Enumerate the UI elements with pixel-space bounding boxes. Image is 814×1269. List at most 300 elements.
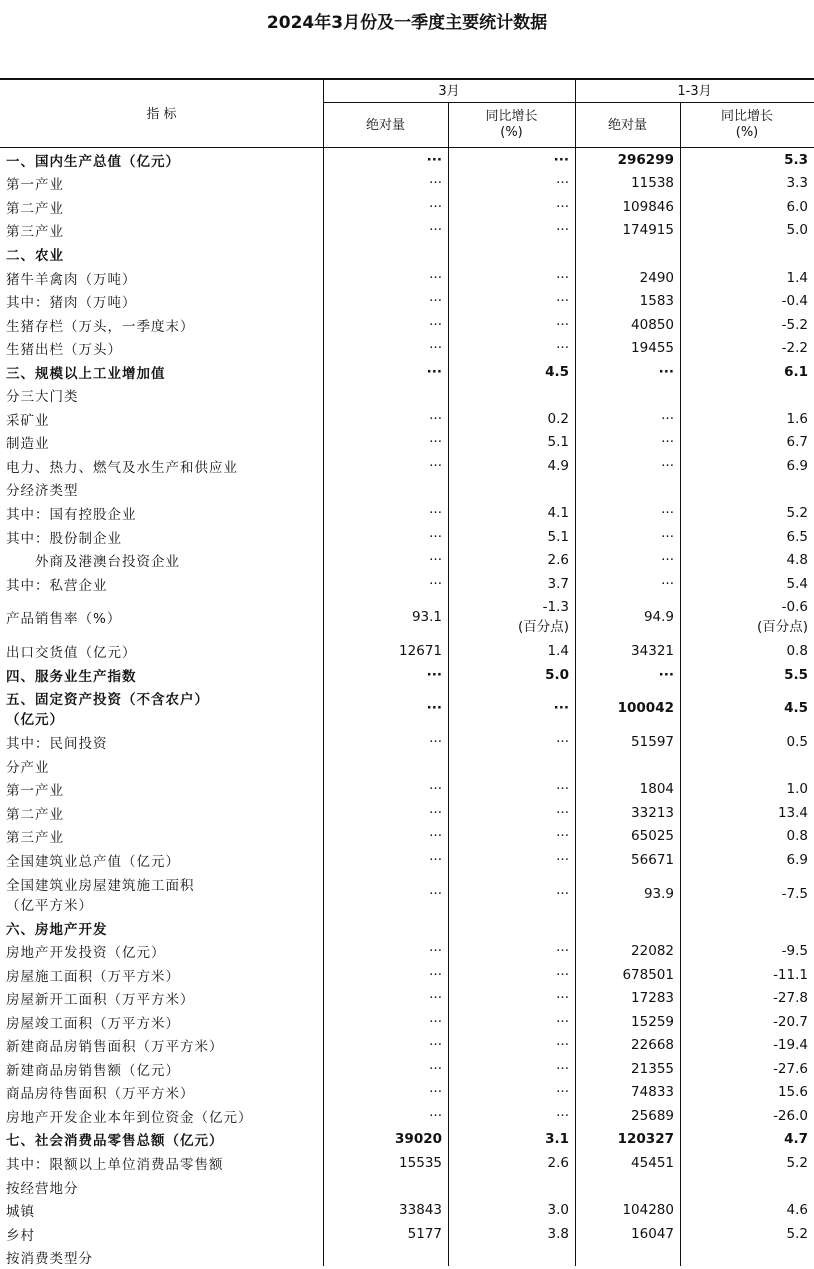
row-label: [0, 195, 323, 219]
row-label: [0, 663, 323, 687]
row-label: [0, 825, 323, 849]
cell-c1: [323, 289, 448, 313]
cell-c1: [323, 686, 448, 730]
cell-value: -20.7: [773, 1013, 808, 1030]
cell-c4: [680, 872, 814, 916]
row-label-text: 其中：股份制企业: [6, 530, 122, 547]
table-row: [0, 1081, 814, 1105]
cell-c4: [680, 825, 814, 849]
cell-c1: [323, 1222, 448, 1246]
cell-value: 1.4: [547, 643, 569, 660]
row-label: [0, 1057, 323, 1081]
cell-c3: [575, 986, 680, 1010]
row-label-text: 外商及港澳台投资企业: [6, 554, 180, 571]
cell-value: 120327: [617, 1131, 674, 1148]
cell-value: 1.4: [786, 269, 808, 286]
cell-c4: [680, 383, 814, 407]
cell-value: 5.0: [545, 666, 569, 683]
row-label: [0, 360, 323, 384]
row-label-text: 一、国内生产总值（亿元）: [6, 153, 180, 170]
row-label-text: 商品房待售面积（万平方米）: [6, 1086, 195, 1103]
cell-value: -19.4: [773, 1037, 808, 1054]
header-indicator: 指 标: [146, 107, 177, 122]
cell-value: ···: [429, 293, 442, 310]
cell-value: ···: [556, 316, 569, 333]
cell-c3: [575, 916, 680, 940]
cell-value: 5177: [407, 1225, 442, 1242]
cell-c3: [575, 730, 680, 754]
cell-c2: [448, 172, 575, 196]
table-row: [0, 1010, 814, 1034]
cell-value: ···: [661, 528, 674, 545]
cell-value: ···: [429, 552, 442, 569]
table-row: [0, 1034, 814, 1058]
cell-c1: [323, 242, 448, 266]
cell-value: 5.4: [786, 575, 808, 592]
row-label-text: 全国建筑业房屋建筑施工面积: [6, 877, 195, 894]
cell-c4: [680, 730, 814, 754]
cell-c2: [448, 1104, 575, 1128]
row-label-text: 产品销售率（%）: [6, 611, 122, 628]
row-label-text: 房屋施工面积（万平方米）: [6, 968, 180, 985]
cell-c4: [680, 1222, 814, 1246]
cell-c4: [680, 639, 814, 663]
cell-value: 2.6: [547, 1155, 569, 1171]
cell-c1: [323, 501, 448, 525]
cell-c3: [575, 478, 680, 502]
cell-value: 4.1: [547, 504, 569, 521]
cell-c4: [680, 289, 814, 313]
cell-c1: [323, 778, 448, 802]
cell-value: 6.7: [786, 434, 808, 451]
cell-value: 33843: [399, 1202, 442, 1219]
cell-value: ···: [556, 1037, 569, 1054]
row-label-text: 二、农业: [6, 247, 64, 264]
cell-c1: [323, 1081, 448, 1105]
cell-c3: [575, 754, 680, 778]
cell-c1: [323, 963, 448, 987]
cell-c2: [448, 916, 575, 940]
cell-value: 22668: [631, 1037, 674, 1054]
cell-c2: [448, 548, 575, 572]
header-march-growth: [448, 109, 575, 141]
row-label: [0, 1245, 323, 1269]
table-row: [0, 916, 814, 940]
cell-value: 3.0: [547, 1202, 569, 1219]
header-growth-line2: (%): [735, 125, 759, 140]
cell-c1: [323, 825, 448, 849]
cell-value: ···: [658, 666, 674, 683]
cell-c3: [575, 313, 680, 337]
table-row: [0, 383, 814, 407]
cell-value: -27.6: [773, 1060, 808, 1077]
cell-value: ···: [556, 340, 569, 357]
cell-c1: [323, 478, 448, 502]
cell-c2: [448, 478, 575, 502]
row-label-text: 七、社会消费品零售总额（亿元）: [6, 1133, 224, 1150]
row-label-text: 全国建筑业总产值（亿元）: [6, 853, 180, 870]
cell-c1: [323, 1034, 448, 1058]
cell-value: ···: [556, 1084, 569, 1101]
cell-c1: [323, 1245, 448, 1269]
table-row: [0, 730, 814, 754]
cell-c2: [448, 501, 575, 525]
cell-value: 15535: [399, 1155, 442, 1171]
cell-value: 1583: [639, 293, 674, 310]
cell-unit-note: (百分点): [517, 619, 569, 636]
row-label: [0, 431, 323, 455]
cell-c2: [448, 778, 575, 802]
table-row: [0, 407, 814, 431]
row-label-text: 其中：猪肉（万吨）: [6, 295, 137, 312]
cell-value: 19455: [631, 340, 674, 357]
row-label: [0, 1198, 323, 1222]
cell-value: 0.8: [786, 643, 808, 660]
cell-value: 3.3: [786, 175, 808, 192]
cell-c4: [680, 313, 814, 337]
table-row: [0, 963, 814, 987]
cell-value: ···: [429, 528, 442, 545]
cell-value: 4.8: [786, 552, 808, 569]
cell-value: ···: [556, 198, 569, 215]
row-label-text: 四、服务业生产指数: [6, 668, 137, 685]
cell-value: 56671: [631, 851, 674, 868]
cell-c4: [680, 501, 814, 525]
table-row: [0, 336, 814, 360]
cell-c3: [575, 686, 680, 730]
cell-c2: [448, 939, 575, 963]
row-label-text: 分经济类型: [6, 483, 79, 500]
header-march-absolute: 绝对量: [365, 118, 405, 133]
cell-value: ···: [658, 363, 674, 380]
cell-c1: [323, 313, 448, 337]
table-row: [0, 986, 814, 1010]
cell-value: 12671: [399, 643, 442, 660]
cell-c4: [680, 572, 814, 596]
cell-c4: [680, 148, 814, 172]
row-label: [0, 266, 323, 290]
row-label: [0, 407, 323, 431]
table-row: [0, 172, 814, 196]
row-label: [0, 478, 323, 502]
cell-value: 4.5: [545, 363, 569, 380]
cell-value: ···: [661, 575, 674, 592]
row-label: [0, 639, 323, 663]
cell-value: 678501: [622, 966, 674, 983]
cell-value: 93.1: [411, 609, 442, 626]
cell-value: 22082: [631, 943, 674, 960]
cell-value: ···: [429, 943, 442, 960]
row-label: [0, 548, 323, 572]
cell-value: ···: [429, 966, 442, 983]
cell-value: ···: [556, 1107, 569, 1124]
cell-c4: [680, 1151, 814, 1175]
cell-value: ···: [556, 781, 569, 798]
table-row: [0, 663, 814, 687]
cell-c1: [323, 1104, 448, 1128]
cell-value: 100042: [617, 700, 674, 717]
cell-value: -1.3: [542, 599, 569, 616]
header-q1-growth: [680, 109, 814, 141]
cell-c2: [448, 1081, 575, 1105]
cell-c3: [575, 639, 680, 663]
cell-c4: [680, 939, 814, 963]
cell-value: 13.4: [777, 804, 808, 821]
cell-value: 33213: [631, 804, 674, 821]
row-label-text-cont: （亿平方米）: [6, 897, 93, 914]
cell-c1: [323, 595, 448, 639]
cell-c3: [575, 1198, 680, 1222]
cell-value: ···: [429, 1060, 442, 1077]
cell-c2: [448, 1057, 575, 1081]
cell-c4: [680, 686, 814, 730]
cell-c1: [323, 431, 448, 455]
row-label: [0, 289, 323, 313]
cell-c1: [323, 1057, 448, 1081]
cell-c1: [323, 1175, 448, 1199]
cell-c2: [448, 1151, 575, 1175]
cell-c2: [448, 431, 575, 455]
row-label-text: 房屋新开工面积（万平方米）: [6, 992, 195, 1009]
cell-value: 40850: [631, 316, 674, 333]
cell-c2: [448, 383, 575, 407]
cell-c1: [323, 336, 448, 360]
cell-value: 5.2: [786, 504, 808, 521]
row-label: [0, 595, 323, 639]
table-row: [0, 872, 814, 916]
table-row: [0, 1057, 814, 1081]
cell-value: ···: [556, 851, 569, 868]
cell-c3: [575, 407, 680, 431]
row-label-text: 按消费类型分: [6, 1251, 93, 1268]
cell-c2: [448, 872, 575, 916]
cell-value: 65025: [631, 828, 674, 845]
cell-c2: [448, 360, 575, 384]
table-row: [0, 1245, 814, 1269]
row-label: [0, 242, 323, 266]
cell-value: ···: [556, 990, 569, 1007]
row-label: [0, 1081, 323, 1105]
cell-c4: [680, 525, 814, 549]
cell-c3: [575, 501, 680, 525]
cell-c3: [575, 1175, 680, 1199]
cell-c3: [575, 1151, 680, 1175]
cell-c4: [680, 778, 814, 802]
row-label-text: 第二产业: [6, 806, 64, 823]
cell-c4: [680, 754, 814, 778]
table-row: [0, 1198, 814, 1222]
cell-value: 4.6: [786, 1202, 808, 1219]
cell-value: ···: [556, 1013, 569, 1030]
row-label: [0, 986, 323, 1010]
cell-c3: [575, 548, 680, 572]
cell-c2: [448, 266, 575, 290]
row-label-text: 制造业: [6, 436, 50, 453]
cell-value: ···: [429, 1107, 442, 1124]
cell-c1: [323, 195, 448, 219]
cell-value: 94.9: [643, 609, 674, 626]
cell-c2: [448, 454, 575, 478]
cell-c3: [575, 595, 680, 639]
cell-value: 0.2: [547, 410, 569, 427]
cell-c2: [448, 595, 575, 639]
cell-value: 1.6: [786, 410, 808, 427]
cell-c3: [575, 1128, 680, 1152]
row-label-text: 第三产业: [6, 830, 64, 847]
cell-c1: [323, 872, 448, 916]
row-label: [0, 454, 323, 478]
row-label: [0, 1175, 323, 1199]
cell-c1: [323, 1198, 448, 1222]
row-label-text: 其中：民间投资: [6, 736, 108, 753]
header-growth-line2: (%): [500, 125, 523, 140]
cell-c4: [680, 848, 814, 872]
table-row: [0, 501, 814, 525]
cell-value: 21355: [631, 1060, 674, 1077]
cell-value: 45451: [631, 1155, 674, 1171]
cell-value: ···: [556, 966, 569, 983]
row-label-text: 房地产开发企业本年到位资金（亿元）: [6, 1109, 253, 1126]
cell-value: ···: [429, 885, 442, 902]
row-label: [0, 1151, 323, 1175]
cell-c4: [680, 1057, 814, 1081]
row-label-text: 电力、热力、燃气及水生产和供应业: [6, 459, 238, 476]
cell-c4: [680, 801, 814, 825]
cell-value: 6.9: [786, 851, 808, 868]
cell-c1: [323, 754, 448, 778]
row-label: [0, 1222, 323, 1246]
row-label-text: 其中：国有控股企业: [6, 506, 137, 523]
row-label-text: 生猪出栏（万头）: [6, 342, 122, 359]
cell-value: 2490: [639, 269, 674, 286]
table-row: [0, 219, 814, 243]
row-label-text: 分产业: [6, 759, 50, 776]
cell-c1: [323, 639, 448, 663]
cell-c3: [575, 383, 680, 407]
table-row: [0, 801, 814, 825]
cell-c1: [323, 148, 448, 172]
row-label: [0, 778, 323, 802]
cell-value: 93.9: [643, 885, 674, 902]
cell-c3: [575, 1245, 680, 1269]
cell-value: 74833: [631, 1084, 674, 1101]
cell-value: ···: [661, 457, 674, 474]
cell-c2: [448, 219, 575, 243]
table-row: [0, 595, 814, 639]
cell-c4: [680, 1198, 814, 1222]
table-row: [0, 289, 814, 313]
cell-c3: [575, 1010, 680, 1034]
row-label-text: 五、固定资产投资（不含农户）: [6, 692, 209, 709]
cell-c1: [323, 360, 448, 384]
cell-c4: [680, 172, 814, 196]
cell-c1: [323, 1128, 448, 1152]
row-label-text: 其中：私营企业: [6, 577, 108, 594]
table-row: [0, 848, 814, 872]
cell-c2: [448, 242, 575, 266]
cell-value: 4.7: [784, 1131, 808, 1148]
cell-c4: [680, 478, 814, 502]
cell-c3: [575, 778, 680, 802]
cell-value: ···: [429, 504, 442, 521]
cell-value: 109846: [622, 198, 674, 215]
cell-c3: [575, 360, 680, 384]
cell-c4: [680, 431, 814, 455]
cell-c4: [680, 1104, 814, 1128]
row-label-text: 出口交货值（亿元）: [6, 645, 137, 662]
cell-value: 5.1: [547, 434, 569, 451]
cell-c2: [448, 336, 575, 360]
cell-c4: [680, 1081, 814, 1105]
cell-value: 15259: [631, 1013, 674, 1030]
table-row: [0, 1175, 814, 1199]
cell-c4: [680, 548, 814, 572]
cell-c3: [575, 431, 680, 455]
row-label-text: 第一产业: [6, 177, 64, 194]
cell-value: ···: [429, 434, 442, 451]
cell-value: ···: [429, 575, 442, 592]
cell-c3: [575, 219, 680, 243]
row-label-text: 新建商品房销售额（亿元）: [6, 1062, 180, 1079]
cell-c1: [323, 1010, 448, 1034]
table-row: [0, 195, 814, 219]
cell-value: -7.5: [781, 885, 808, 902]
cell-value: ···: [429, 1037, 442, 1054]
cell-c3: [575, 195, 680, 219]
cell-c3: [575, 454, 680, 478]
table-row: [0, 778, 814, 802]
cell-c4: [680, 1245, 814, 1269]
row-label: [0, 313, 323, 337]
cell-c2: [448, 1175, 575, 1199]
table-row: [0, 639, 814, 663]
row-label-text: 第三产业: [6, 224, 64, 241]
cell-c1: [323, 730, 448, 754]
cell-value: -27.8: [773, 990, 808, 1007]
cell-value: ···: [429, 316, 442, 333]
table-top-rule: [0, 78, 814, 80]
cell-value: ···: [429, 781, 442, 798]
cell-value: 6.0: [786, 198, 808, 215]
cell-c2: [448, 801, 575, 825]
cell-c4: [680, 1175, 814, 1199]
cell-c1: [323, 407, 448, 431]
table-row: [0, 313, 814, 337]
cell-c4: [680, 266, 814, 290]
cell-c3: [575, 939, 680, 963]
table-row: [0, 686, 814, 730]
cell-c4: [680, 219, 814, 243]
cell-c2: [448, 1222, 575, 1246]
row-label: [0, 1010, 323, 1034]
cell-c3: [575, 963, 680, 987]
cell-value: 0.8: [786, 828, 808, 845]
cell-value: ···: [556, 293, 569, 310]
table-row: [0, 1104, 814, 1128]
row-label-text-cont: （亿元）: [6, 712, 64, 729]
cell-value: -26.0: [773, 1107, 808, 1124]
cell-value: 3.8: [547, 1225, 569, 1242]
cell-value: 5.1: [547, 528, 569, 545]
row-label-text: 三、规模以上工业增加值: [6, 365, 166, 382]
cell-value: -2.2: [781, 340, 808, 357]
cell-c2: [448, 1245, 575, 1269]
cell-value: ···: [553, 700, 569, 717]
row-label-text: 房地产开发投资（亿元）: [6, 945, 166, 962]
cell-value: ···: [556, 734, 569, 751]
cell-c2: [448, 825, 575, 849]
cell-c2: [448, 1034, 575, 1058]
